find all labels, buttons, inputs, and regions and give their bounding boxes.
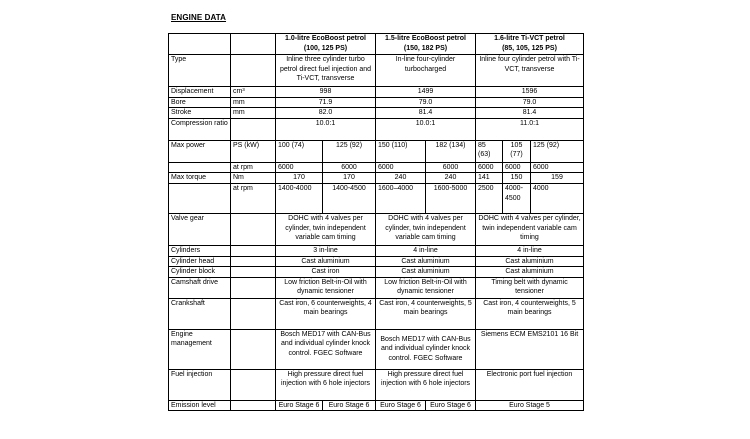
- cell-engine-3: 79.0: [476, 97, 584, 108]
- row-unit: mm: [231, 97, 276, 108]
- cell-engine-2: 10.0:1: [376, 118, 476, 140]
- cell-value: 85 (63): [476, 140, 503, 162]
- cell-engine-3: Inline four cylinder petrol with Ti-VCT, transverse: [476, 55, 584, 87]
- cell-value: 4000-4500: [503, 183, 531, 213]
- row-label: Compression ratio: [169, 118, 231, 140]
- row-label: Stroke: [169, 108, 231, 119]
- cell-engine-2: In-line four-cylinder turbocharged: [376, 55, 476, 87]
- header-engine-2-name: 1.5-litre EcoBoost petrol: [385, 35, 466, 42]
- table-row-cylinder-head: [169, 256, 584, 267]
- row-unit: [231, 55, 276, 87]
- cell-engine-2: Low friction Belt-in-Oil with dynamic tensioner: [376, 277, 476, 298]
- cell-value: 1600-5000: [426, 183, 476, 213]
- cell-engine-1: 998: [276, 87, 376, 98]
- cell-engine-2: High pressure direct fuel injection with 6 hole injectors: [376, 369, 476, 400]
- cell-value: 141: [476, 173, 503, 184]
- row-unit: [231, 400, 276, 411]
- row-label: Max torque: [169, 173, 231, 184]
- cell-engine-3: Electronic port fuel injection: [476, 369, 584, 400]
- table-row-emission: [169, 400, 584, 411]
- table-row-compression: [169, 118, 584, 140]
- cell-engine-2: 4 in-line: [376, 245, 476, 256]
- cell-engine-1: Cast aluminium: [276, 256, 376, 267]
- cell-value: 6000: [276, 162, 323, 173]
- table-row-displacement: [169, 87, 584, 98]
- row-label: Cylinder block: [169, 267, 231, 278]
- cell-value: 150 (110): [376, 140, 426, 162]
- cell-engine-2: Cast aluminium: [376, 267, 476, 278]
- row-label: Emission level: [169, 400, 231, 411]
- cell-engine-3: 1596: [476, 87, 584, 98]
- row-label: Cylinder head: [169, 256, 231, 267]
- row-unit: [231, 277, 276, 298]
- table-row-fuel-injection: [169, 369, 584, 400]
- table-row-cylinder-block: [169, 267, 584, 278]
- cell-engine-1: 71.9: [276, 97, 376, 108]
- row-unit: [231, 245, 276, 256]
- cell-engine-1: 3 in-line: [276, 245, 376, 256]
- row-unit: [231, 118, 276, 140]
- row-label: Crankshaft: [169, 298, 231, 329]
- row-unit: [231, 213, 276, 245]
- cell-engine-3: Cast aluminium: [476, 256, 584, 267]
- header-blank-label: [169, 34, 231, 55]
- cell-engine-2: 79.0: [376, 97, 476, 108]
- cell-engine-3: Siemens ECM EMS2101 16 Bit: [476, 329, 584, 369]
- cell-value: 6000: [323, 162, 376, 173]
- cell-value: 240: [376, 173, 426, 184]
- header-engine-3: [476, 34, 584, 55]
- row-label: Fuel injection: [169, 369, 231, 400]
- table-row-valve-gear: [169, 213, 584, 245]
- table-row-camshaft-drive: [169, 277, 584, 298]
- cell-engine-2: Cast aluminium: [376, 256, 476, 267]
- table-row-type: [169, 55, 584, 87]
- table-header-row: [169, 34, 584, 55]
- row-unit: Nm: [231, 173, 276, 184]
- header-engine-1-sub: (100, 125 PS): [303, 44, 348, 52]
- cell-value: 2500: [476, 183, 503, 213]
- cell-value: Euro Stage 6: [323, 400, 376, 411]
- table-row-torque-rpm: [169, 183, 584, 213]
- cell-engine-3: Cast iron, 4 counterweights, 5 main bearings: [476, 298, 584, 329]
- header-engine-1-name: 1.0-litre EcoBoost petrol: [285, 35, 366, 42]
- cell-value: 170: [276, 173, 323, 184]
- row-label: Displacement: [169, 87, 231, 98]
- row-label: Bore: [169, 97, 231, 108]
- row-label: Engine management: [169, 329, 231, 369]
- cell-value: 125 (92): [531, 140, 584, 162]
- table-row-crankshaft: [169, 298, 584, 329]
- cell-value: 100 (74): [276, 140, 323, 162]
- cell-value: 1600–4000: [376, 183, 426, 213]
- header-blank-unit: [231, 34, 276, 55]
- cell-value: Euro Stage 6: [426, 400, 476, 411]
- row-unit: PS (kW): [231, 140, 276, 162]
- cell-engine-1: High pressure direct fuel injection with 6 hole injectors: [276, 369, 376, 400]
- cell-value: 6000: [426, 162, 476, 173]
- cell-engine-2: DOHC with 4 valves per cylinder, twin independent variable cam timing: [376, 213, 476, 245]
- cell-engine-3: DOHC with 4 valves per cylinder, twin independent variable cam timing: [476, 213, 584, 245]
- header-engine-3-sub: (85, 105, 125 PS): [502, 44, 557, 52]
- row-label: Camshaft drive: [169, 277, 231, 298]
- row-unit: [231, 369, 276, 400]
- table-row-engine-management: [169, 329, 584, 369]
- cell-value: 1400-4500: [323, 183, 376, 213]
- row-unit: [231, 329, 276, 369]
- row-unit: [231, 298, 276, 329]
- cell-engine-1: 10.0:1: [276, 118, 376, 140]
- cell-engine-3: 81.4: [476, 108, 584, 119]
- cell-value: 159: [531, 173, 584, 184]
- cell-value: 105 (77): [503, 140, 531, 162]
- cell-engine-2: 1499: [376, 87, 476, 98]
- table-row-stroke: [169, 108, 584, 119]
- cell-value: Euro Stage 6: [276, 400, 323, 411]
- cell-value: 182 (134): [426, 140, 476, 162]
- row-unit: [231, 256, 276, 267]
- cell-value: 4000: [531, 183, 584, 213]
- header-engine-2-sub: (150, 182 PS): [403, 44, 448, 52]
- cell-engine-3: Cast aluminium: [476, 267, 584, 278]
- cell-engine-1: DOHC with 4 valves per cylinder, twin independent variable cam timing: [276, 213, 376, 245]
- cell-engine-1: Cast iron, 6 counterweights, 4 main bearings: [276, 298, 376, 329]
- table-row-bore: [169, 97, 584, 108]
- cell-engine-1: Inline three cylinder turbo petrol direct fuel injection and Ti-VCT, transverse: [276, 55, 376, 87]
- cell-value: Euro Stage 6: [376, 400, 426, 411]
- header-engine-3-name: 1.6-litre Ti-VCT petrol: [494, 35, 565, 42]
- cell-value: 170: [323, 173, 376, 184]
- cell-engine-1: Low friction Belt-in-Oil with dynamic tensioner: [276, 277, 376, 298]
- cell-value: 6000: [476, 162, 503, 173]
- table-row-max-torque: [169, 173, 584, 184]
- row-label: [169, 162, 231, 173]
- row-unit: mm: [231, 108, 276, 119]
- row-label: Valve gear: [169, 213, 231, 245]
- cell-engine-3: 4 in-line: [476, 245, 584, 256]
- table-row-cylinders: [169, 245, 584, 256]
- cell-engine-2: Bosch MED17 with CAN-Bus and individual cylinder knock control. FGEC Software: [376, 329, 476, 369]
- cell-value: 1400-4000: [276, 183, 323, 213]
- cell-engine-1: Bosch MED17 with CAN-Bus and individual cylinder knock control. FGEC Software: [276, 329, 376, 369]
- cell-engine-3: Euro Stage 5: [476, 400, 584, 411]
- cell-engine-2: 81.4: [376, 108, 476, 119]
- row-unit: at rpm: [231, 162, 276, 173]
- engine-data-table: [168, 33, 584, 411]
- row-label: Max power: [169, 140, 231, 162]
- row-label: [169, 183, 231, 213]
- cell-engine-3: Timing belt with dynamic tensioner: [476, 277, 584, 298]
- table-row-max-power: [169, 140, 584, 162]
- row-label: Cylinders: [169, 245, 231, 256]
- cell-value: 240: [426, 173, 476, 184]
- cell-value: 150: [503, 173, 531, 184]
- row-label: Type: [169, 55, 231, 87]
- cell-value: 6000: [503, 162, 531, 173]
- cell-engine-2: Cast iron, 4 counterweights, 5 main bearings: [376, 298, 476, 329]
- row-unit: at rpm: [231, 183, 276, 213]
- cell-value: 6000: [531, 162, 584, 173]
- cell-value: 6000: [376, 162, 426, 173]
- header-engine-2: [376, 34, 476, 55]
- cell-value: 125 (92): [323, 140, 376, 162]
- page-title: ENGINE DATA: [171, 13, 227, 22]
- cell-engine-3: 11.0:1: [476, 118, 584, 140]
- row-unit: [231, 267, 276, 278]
- row-unit: cm³: [231, 87, 276, 98]
- cell-engine-1: 82.0: [276, 108, 376, 119]
- cell-engine-1: Cast iron: [276, 267, 376, 278]
- table-row-power-rpm: [169, 162, 584, 173]
- header-engine-1: [276, 34, 376, 55]
